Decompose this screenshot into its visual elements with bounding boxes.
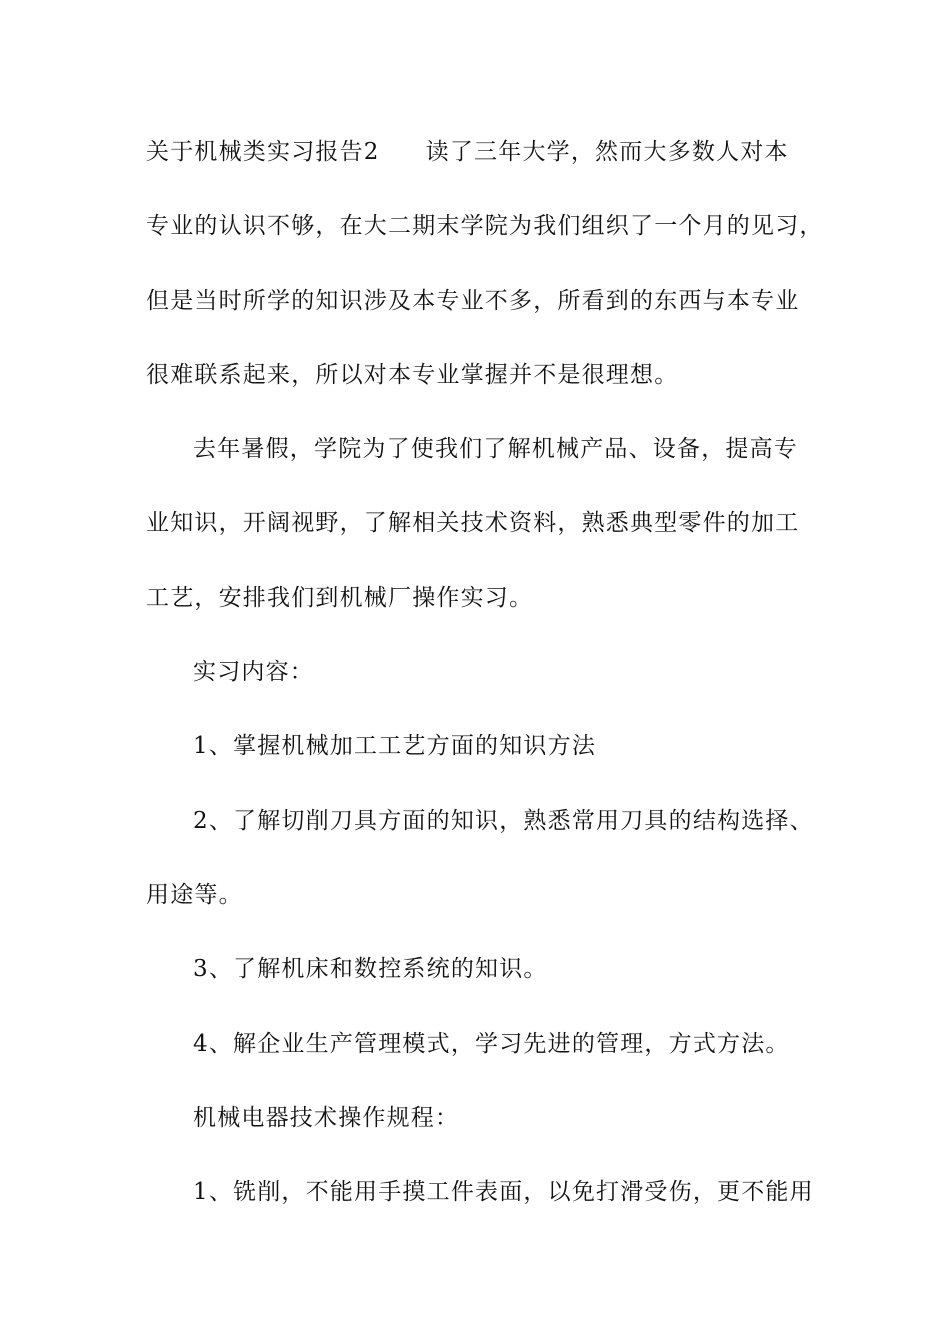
text-line: 去年暑假，学院为了使我们了解机械产品、设备，提高专 bbox=[193, 436, 798, 463]
list-item: 4、解企业生产管理模式，学习先进的管理，方式方法。 bbox=[193, 1030, 790, 1057]
text-line: 业知识，开阔视野，了解相关技术资料，熟悉典型零件的加工 bbox=[146, 510, 800, 537]
text-line: 专业的认识不够，在大二期末学院为我们组织了一个月的见习， bbox=[146, 213, 824, 240]
paragraph-text: 读了三年大学，然而大多数人对本 bbox=[425, 139, 789, 165]
text-line: 但是当时所学的知识涉及本专业不多，所看到的东西与本专业 bbox=[146, 287, 800, 314]
text-line: 用途等。 bbox=[146, 881, 243, 908]
document-body bbox=[146, 125, 824, 1239]
text-line bbox=[146, 125, 816, 199]
report-heading: 关于机械类实习报告2 bbox=[146, 139, 380, 165]
list-item: 1、铣削，不能用手摸工件表面，以免打滑受伤，更不能用 bbox=[193, 1179, 814, 1206]
text-line: 工艺，安排我们到机械厂操作实习。 bbox=[146, 584, 534, 611]
list-item: 3、了解机床和数控系统的知识。 bbox=[193, 956, 548, 983]
list-item: 1、掌握机械加工工艺方面的知识方法 bbox=[193, 733, 597, 760]
list-item: 2、了解切削刀具方面的知识，熟悉常用刀具的结构选择、 bbox=[193, 807, 814, 834]
section-heading: 机械电器技术操作规程： bbox=[193, 1104, 460, 1131]
text-line: 很难联系起来，所以对本专业掌握并不是很理想。 bbox=[146, 361, 679, 388]
section-heading: 实习内容： bbox=[193, 659, 314, 686]
